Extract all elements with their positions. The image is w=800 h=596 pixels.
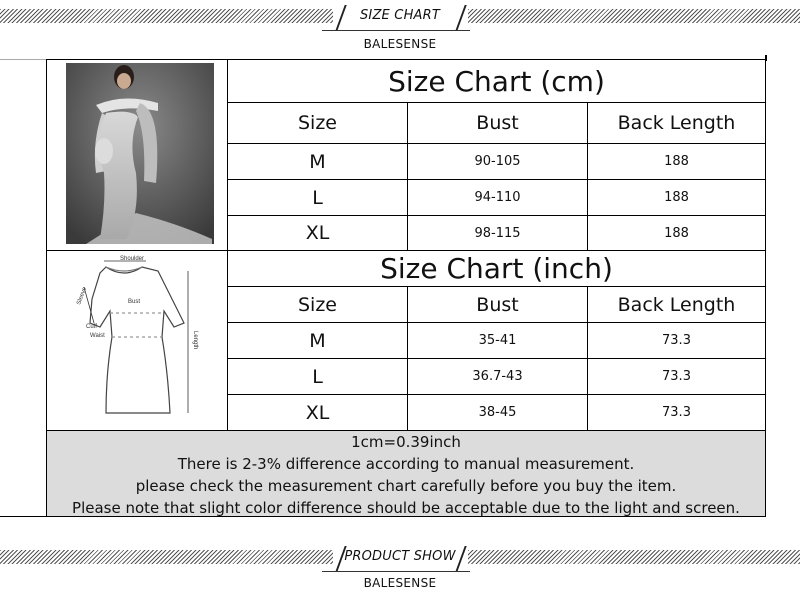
label-shoulder: Shoulder <box>120 256 145 262</box>
inch-row-back: 73.3 <box>587 394 766 431</box>
inch-row-bust: 35-41 <box>407 322 588 359</box>
inch-row-size: XL <box>227 394 408 431</box>
banner-title: SIZE CHART <box>359 8 441 23</box>
brand-name: BALESENSE <box>363 37 437 51</box>
note-difference: There is 2-3% difference according to manual measurement. <box>177 455 635 473</box>
cm-col-size: Size <box>227 102 408 144</box>
measurement-diagram <box>66 253 214 425</box>
frame-tick <box>0 59 46 60</box>
label-bust: Bust <box>128 299 141 305</box>
cm-row-size: L <box>227 179 408 216</box>
inch-col-size: Size <box>227 286 408 323</box>
note-conversion: 1cm=0.39inch <box>351 433 461 451</box>
inch-row-size: M <box>227 322 408 359</box>
inch-row-size: L <box>227 358 408 395</box>
product-photo <box>66 63 214 244</box>
inch-col-bust: Bust <box>407 286 588 323</box>
notes-box <box>46 430 766 517</box>
model-image <box>66 63 214 244</box>
note-check-chart: please check the measurement chart carefully before you buy the item. <box>135 477 677 495</box>
cm-row-back: 188 <box>587 179 766 216</box>
dress-sketch <box>66 253 214 425</box>
cm-row-bust: 90-105 <box>407 143 588 180</box>
inch-row-bust: 36.7-43 <box>407 358 588 395</box>
inch-row-bust: 38-45 <box>407 394 588 431</box>
brand-name: BALESENSE <box>363 576 437 590</box>
label-length: Length <box>192 331 198 350</box>
cm-col-bust: Bust <box>407 102 588 144</box>
cm-row-back: 188 <box>587 215 766 251</box>
cm-table-title: Size Chart (cm) <box>227 59 766 103</box>
label-sleeve: Sleeve <box>76 286 89 306</box>
cm-row-size: XL <box>227 215 408 251</box>
inch-table-title: Size Chart (inch) <box>227 250 766 287</box>
inch-row-back: 73.3 <box>587 358 766 395</box>
cm-row-bust: 98-115 <box>407 215 588 251</box>
cm-row-bust: 94-110 <box>407 179 588 216</box>
cm-col-back-length: Back Length <box>587 102 766 144</box>
cm-row-size: M <box>227 143 408 180</box>
frame-bottom-rule <box>0 516 46 517</box>
label-waist: Waist <box>90 333 105 339</box>
label-cuff: Cuff <box>86 324 97 330</box>
banner-title: PRODUCT SHOW <box>344 549 456 564</box>
note-color: Please note that slight color difference should be acceptable due to the light and screen. <box>72 499 740 517</box>
banner-underline <box>322 571 470 572</box>
banner-underline <box>322 30 470 31</box>
inch-col-back-length: Back Length <box>587 286 766 323</box>
inch-row-back: 73.3 <box>587 322 766 359</box>
cm-row-back: 188 <box>587 143 766 180</box>
